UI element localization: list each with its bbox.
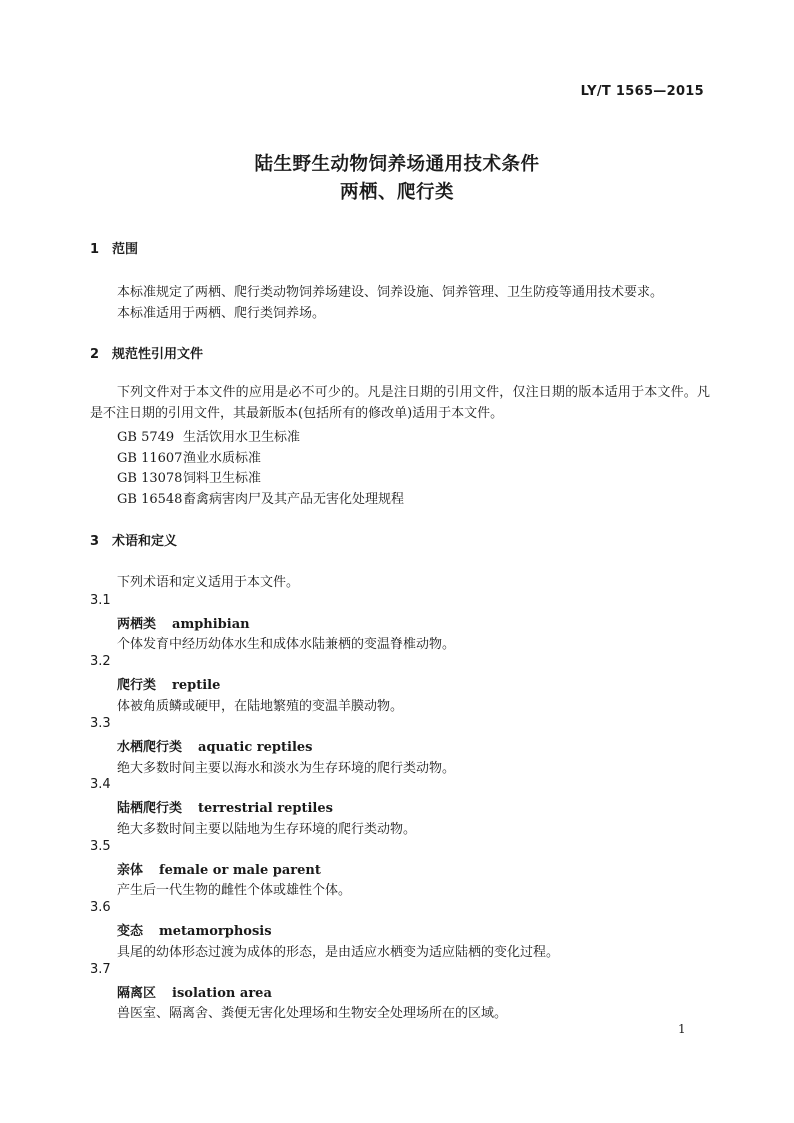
term-definition: 绝大多数时间主要以海水和淡水为生存环境的爬行类动物。 <box>117 761 456 776</box>
reference-item <box>117 488 404 507</box>
term-english: isolation area <box>172 986 272 1001</box>
term <box>117 859 321 878</box>
term-chinese: 爬行类 <box>117 678 157 693</box>
term-chinese: 变态 <box>117 924 144 939</box>
term <box>117 674 220 693</box>
reference-item <box>117 447 261 466</box>
term-definition: 绝大多数时间主要以陆地为生存环境的爬行类动物。 <box>117 822 417 837</box>
page-number: 1 <box>678 1022 686 1036</box>
document-title: 陆生野生动物饲养场通用技术条件 <box>254 154 540 175</box>
term-chinese: 隔离区 <box>117 986 157 1001</box>
term-english: aquatic reptiles <box>198 740 313 755</box>
reference-title: 饲料卫生标准 <box>183 471 262 486</box>
reference-title: 畜禽病害肉尸及其产品无害化处理规程 <box>183 492 405 507</box>
standard-code: LY/T 1565—2015 <box>580 84 704 99</box>
term-definition: 体被角质鳞或硬甲，在陆地繁殖的变温羊膜动物。 <box>117 699 404 714</box>
paragraph: 本标准规定了两栖、爬行类动物饲养场建设、饲养设施、饲养管理、卫生防疫等通用技术要求。 <box>117 285 664 300</box>
section-title: 范围 <box>112 242 139 257</box>
reference-title: 生活饮用水卫生标准 <box>183 430 301 445</box>
term <box>117 920 272 939</box>
term-chinese: 亲体 <box>117 863 144 878</box>
term-number: 3.5 <box>90 839 111 854</box>
paragraph: 本标准适用于两栖、爬行类饲养场。 <box>117 306 326 321</box>
section-number: 2 <box>90 347 100 362</box>
term <box>117 982 272 1001</box>
reference-item <box>117 467 261 486</box>
term <box>117 736 312 755</box>
paragraph: 下列术语和定义适用于本文件。 <box>117 575 300 590</box>
term-number: 3.6 <box>90 900 111 915</box>
reference-item <box>117 426 300 445</box>
term-english: female or male parent <box>159 863 321 878</box>
term-definition: 兽医室、隔离舍、粪便无害化处理场和生物安全处理场所在的区域。 <box>117 1006 508 1021</box>
term-chinese: 水栖爬行类 <box>117 740 183 755</box>
reference-code: GB 13078 <box>117 471 183 486</box>
term-number: 3.2 <box>90 654 111 669</box>
term-chinese: 陆栖爬行类 <box>117 801 183 816</box>
term-number: 3.3 <box>90 716 111 731</box>
term-number: 3.1 <box>90 593 111 608</box>
reference-code: GB 11607 <box>117 451 183 466</box>
paragraph: 下列文件对于本文件的应用是必不可少的。凡是注日期的引用文件，仅注日期的版本适用于本文件。凡是不注日期的引用文件，其最新版本(包括所有的修改单)适用于本文件。 <box>90 385 710 421</box>
term-english: amphibian <box>172 617 250 632</box>
section-heading-scope <box>90 238 138 257</box>
term-number: 3.7 <box>90 962 111 977</box>
term <box>117 797 333 816</box>
term-definition: 产生后一代生物的雌性个体或雄性个体。 <box>117 883 352 898</box>
reference-code: GB 5749 <box>117 430 175 445</box>
term-number: 3.4 <box>90 777 111 792</box>
term-english: metamorphosis <box>159 924 272 939</box>
term-english: terrestrial reptiles <box>198 801 333 816</box>
section-number: 1 <box>90 242 100 257</box>
term-definition: 个体发育中经历幼体水生和成体水陆兼栖的变温脊椎动物。 <box>117 637 456 652</box>
term-english: reptile <box>172 678 221 693</box>
section-title: 规范性引用文件 <box>112 347 204 362</box>
reference-title: 渔业水质标准 <box>183 451 262 466</box>
term-definition: 具尾的幼体形态过渡为成体的形态，是由适应水栖变为适应陆栖的变化过程。 <box>117 945 560 960</box>
section-heading-terms-and-definitions <box>90 530 177 549</box>
term-chinese: 两栖类 <box>117 617 157 632</box>
section-title: 术语和定义 <box>112 534 178 549</box>
section-heading-normative-references <box>90 343 203 362</box>
reference-code: GB 16548 <box>117 492 183 507</box>
document-subtitle: 两栖、爬行类 <box>339 182 454 203</box>
section-number: 3 <box>90 534 100 549</box>
term <box>117 613 250 632</box>
